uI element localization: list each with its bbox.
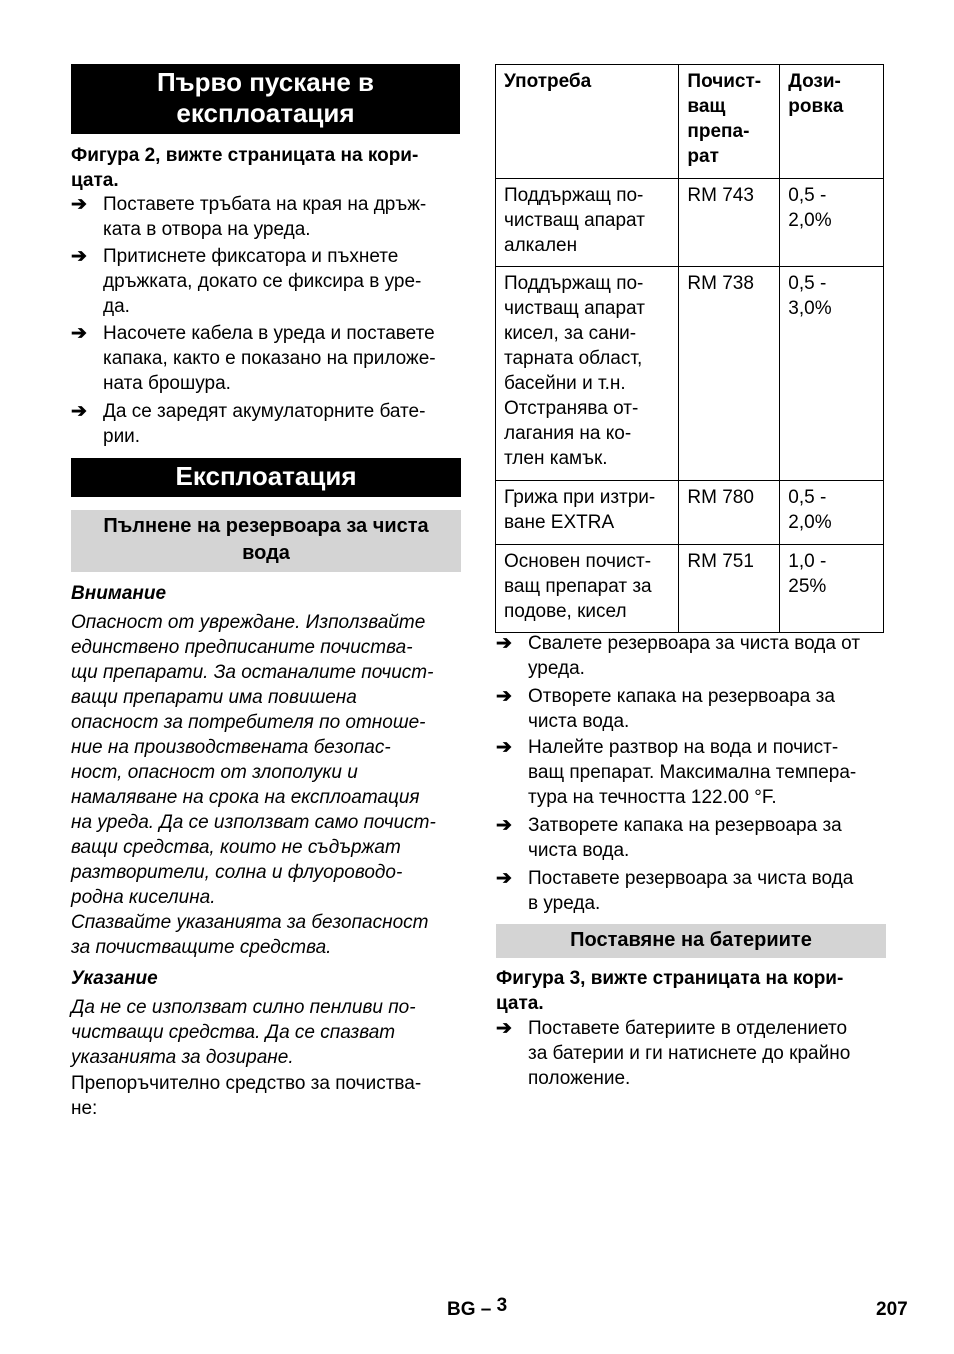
subheading-fill-tank: Пълнене на резервоара за чиста вода [71,510,461,572]
table-header-cell: Почист- ващ препа- рат [679,65,780,179]
table-header-cell: Дози- ровка [780,65,884,179]
arrow-right-icon: ➔ [71,246,87,267]
table-cell: Поддържащ по- чистващ апарат алкален [496,179,679,267]
table-cell: 0,5 - 2,0% [780,179,884,267]
table-cell: Основен почист- ващ препарат за подове, кисел [496,545,679,633]
arrow-right-icon: ➔ [496,686,512,707]
arrow-right-icon: ➔ [496,868,512,889]
table-row [496,179,884,267]
arrow-right-icon: ➔ [496,737,512,758]
table-cell: Поддържащ по- чистващ апарат кисел, за сани- тарната област, басейни и т.н. Отстранява от- лагания на ко- тлен камък. [496,267,679,481]
table-cell: Грижа при изтри- ване EXTRA [496,481,679,545]
table-row [496,545,884,633]
arrow-right-icon: ➔ [71,194,87,215]
footer-dash: – [480,1299,492,1320]
subheading-insert-batteries: Поставяне на батериите [496,924,886,958]
figure-3-reference: Фигура 3, вижте страницата на кори- цата. [496,968,844,1014]
table-cell: 0,5 - 3,0% [780,267,884,481]
table-cell: RM 780 [679,481,780,545]
table-header-row [496,65,884,179]
figure-2-reference: Фигура 2, вижте страницата на кори- цата. [71,145,419,191]
recommended-agent-text: Препоръчително средство за почиства- не: [71,1073,422,1119]
footer-section-label [447,1295,508,1322]
detergent-table [495,64,884,633]
table-cell: RM 738 [679,267,780,481]
arrow-right-icon: ➔ [71,323,87,344]
table-cell: 1,0 - 25% [780,545,884,633]
footer-language: BG [447,1299,476,1320]
table-cell: RM 751 [679,545,780,633]
table-row [496,267,884,481]
table-header-cell: Употреба [496,65,679,179]
note-label: Указание [71,968,158,989]
footer-section-number: 3 [496,1295,508,1316]
note-text: Да не се използват силно пенливи по- чистващи средства. Да се спазват указанията за дозиране. [71,997,416,1068]
arrow-right-icon: ➔ [71,401,87,422]
heading-operation: Експлоатация [71,458,461,497]
caution-text: Опасност от увреждане. Използвайте единствено предписаните почиства- щи препарати. За останалите почист- ващи препарати има повишена опасност за потребителя по отноше- ние на производствената безопас- ност, опасност от злополуки и намаляване на срока на експлоатация на уреда. Да се използват само почист- ващи средства, които не съдържат разтворители, солна и флуороводо- родна киселина. Спазвайте указанията за безопасност за почистващите средства. [71,612,436,958]
table-cell: RM 743 [679,179,780,267]
caution-label: Внимание [71,583,167,604]
arrow-right-icon: ➔ [496,1018,512,1039]
table-row [496,481,884,545]
table-cell: 0,5 - 2,0% [780,481,884,545]
arrow-right-icon: ➔ [496,815,512,836]
page-number: 207 [876,1299,908,1320]
arrow-right-icon: ➔ [496,633,512,654]
heading-first-start: Първо пускане в експлоатация [71,64,460,134]
